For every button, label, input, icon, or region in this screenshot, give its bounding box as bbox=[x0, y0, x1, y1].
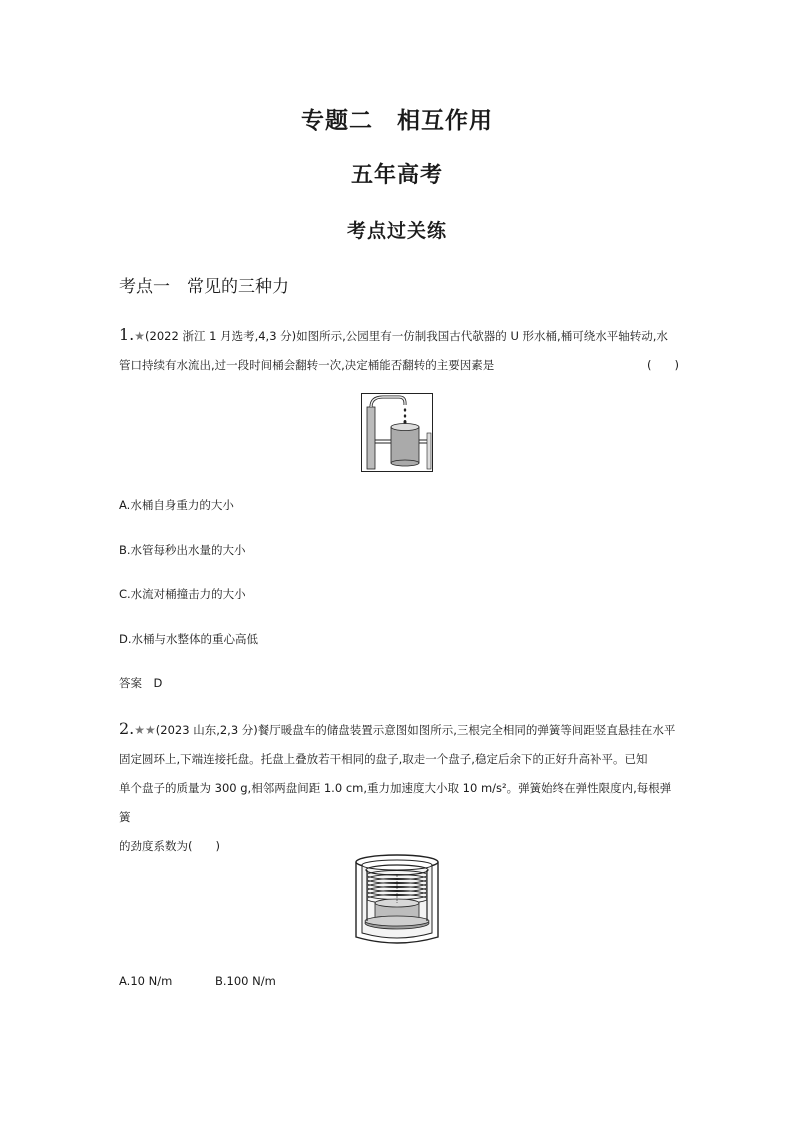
plate-warmer-figure bbox=[353, 853, 441, 947]
question-text-line: (2022 浙江 1 月选考,4,3 分)如图所示,公园里有一仿制我国古代欹器的 U 形水桶,桶可绕水平轴转动,水 bbox=[145, 329, 668, 343]
question-1 bbox=[119, 320, 679, 380]
answer: 答案 D bbox=[119, 676, 163, 690]
subtitle: 五年高考 bbox=[350, 163, 443, 188]
question-text-line: (2023 山东,2,3 分)餐厅暖盘车的储盘装置示意图如图所示,三根完全相同的弹簧等间距竖直悬挂在水平 bbox=[155, 723, 676, 737]
option-b: B.水管每秒出水量的大小 bbox=[119, 543, 246, 557]
difficulty-star-icon: ★ bbox=[134, 329, 146, 343]
question-text-line: 单个盘子的质量为 300 g,相邻两盘间距 1.0 cm,重力加速度大小取 10 m/s²。弹簧始终在弹性限度内,每根弹簧 bbox=[119, 781, 672, 824]
question-number: 1. bbox=[119, 325, 135, 344]
section-title: 考点过关练 bbox=[346, 220, 447, 242]
question-text-line: 固定圆环上,下端连接托盘。托盘上叠放若干相同的盘子,取走一个盘子,稳定后余下的正好升高补平。已知 bbox=[119, 752, 648, 766]
question-text-line: 管口持续有水流出,过一段时间桶会翻转一次,决定桶能否翻转的主要因素是 bbox=[119, 358, 495, 372]
option-c: C.水流对桶撞击力的大小 bbox=[119, 587, 246, 601]
option-b: B.100 N/m bbox=[215, 974, 276, 988]
answer-bracket: ( ) bbox=[647, 358, 679, 372]
page-title: 专题二 相互作用 bbox=[301, 108, 493, 134]
question-2 bbox=[119, 714, 679, 861]
question-number: 2. bbox=[119, 719, 135, 738]
topic-heading: 考点一 常见的三种力 bbox=[119, 277, 289, 297]
difficulty-star-icon: ★★ bbox=[134, 723, 156, 737]
bucket-figure bbox=[361, 393, 433, 472]
option-d: D.水桶与水整体的重心高低 bbox=[119, 632, 259, 646]
question-text-line: 的劲度系数为( ) bbox=[119, 839, 220, 853]
option-a: A.10 N/m bbox=[119, 974, 173, 988]
option-a: A.水桶自身重力的大小 bbox=[119, 498, 234, 512]
